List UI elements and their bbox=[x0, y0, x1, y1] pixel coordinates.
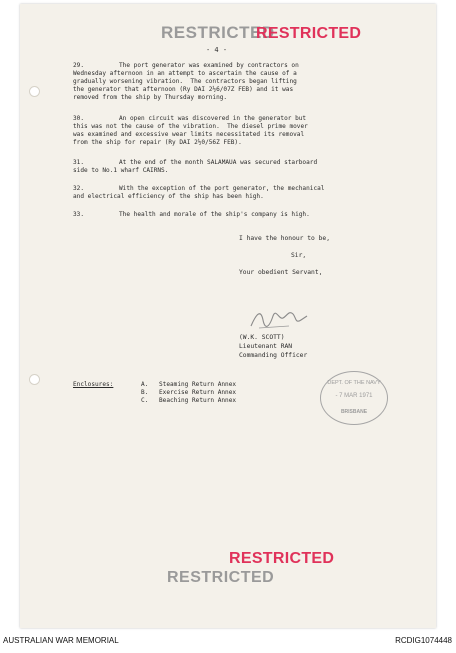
stamp-line: DEPT. OF THE NAVY bbox=[327, 380, 381, 386]
restricted-stamp-gray-top: RESTRICTED bbox=[161, 23, 275, 42]
paragraph-30-line: from the ship for repair (Ry DAI 2½0/56Z FEB). bbox=[73, 139, 242, 146]
enclosure-letter: B. bbox=[141, 389, 149, 396]
paragraph-29-line: gradually worsening vibration. The contractors began lifting bbox=[73, 78, 297, 85]
paragraph-number: 30. bbox=[73, 115, 85, 122]
restricted-stamp-red-bottom: RESTRICTED bbox=[229, 550, 335, 567]
paragraph-number: 33. bbox=[73, 211, 85, 218]
stamp-date: - 7 MAR 1971 bbox=[335, 393, 373, 399]
paragraph-32-line: and electrical efficiency of the ship has been high. bbox=[73, 193, 264, 200]
closing-line: Your obedient Servant, bbox=[239, 269, 323, 276]
punch-hole bbox=[29, 86, 40, 97]
handwritten-signature bbox=[249, 306, 309, 332]
paragraph-number: 31. bbox=[73, 159, 85, 166]
signatory-name: (W.K. SCOTT) bbox=[239, 334, 285, 341]
paragraph-32-line: With the exception of the port generator, the mechanical bbox=[119, 185, 325, 192]
enclosure-item: Steaming Return Annex bbox=[159, 381, 237, 388]
stamp-location: BRISBANE bbox=[340, 409, 368, 415]
paragraph-29-line: removed from the ship by Thursday morning. bbox=[73, 94, 228, 101]
footer-record-id: RCDIG1074448 bbox=[395, 636, 452, 645]
restricted-stamp-gray-bottom: RESTRICTED bbox=[167, 569, 275, 586]
paragraph-number: 32. bbox=[73, 185, 85, 192]
paragraph-29-line: The port generator was examined by contractors on bbox=[119, 62, 299, 69]
paragraph-31-line: side to No.1 wharf CAIRNS. bbox=[73, 167, 169, 174]
document-page bbox=[20, 4, 436, 628]
enclosures-label: Enclosures: bbox=[73, 381, 114, 388]
paragraph-31-line: At the end of the month SALAMAUA was secured starboard bbox=[119, 159, 318, 166]
paragraph-29-line: Wednesday afternoon in an attempt to ascertain the cause of a bbox=[73, 70, 297, 77]
enclosure-letter: C. bbox=[141, 397, 149, 404]
restricted-stamp-red-top: RESTRICTED bbox=[256, 25, 362, 42]
department-of-navy-stamp bbox=[320, 371, 388, 425]
enclosure-item: Exercise Return Annex bbox=[159, 389, 237, 396]
closing-salutation: Sir, bbox=[291, 252, 307, 259]
signatory-title: Commanding Officer bbox=[239, 352, 308, 359]
punch-hole bbox=[29, 374, 40, 385]
page-number: - 4 - bbox=[206, 46, 228, 54]
signatory-rank: Lieutenant RAN bbox=[239, 343, 293, 350]
footer-institution: AUSTRALIAN WAR MEMORIAL bbox=[3, 636, 119, 645]
enclosure-item: Beaching Return Annex bbox=[159, 397, 237, 404]
paragraph-30-line: An open circuit was discovered in the generator but bbox=[119, 115, 307, 122]
paragraph-30-line: this was not the cause of the vibration. The diesel prime mover bbox=[73, 123, 308, 130]
enclosure-letter: A. bbox=[141, 381, 149, 388]
paragraph-30-line: was examined and excessive wear limits necessitated its removal bbox=[73, 131, 305, 138]
closing-line: I have the honour to be, bbox=[239, 235, 330, 242]
paragraph-33-line: The health and morale of the ship's company is high. bbox=[119, 211, 310, 218]
paragraph-29-line: the generator that afternoon (Ry DAI 2½6/07Z FEB) and it was bbox=[73, 86, 294, 93]
paragraph-number: 29. bbox=[73, 62, 85, 69]
